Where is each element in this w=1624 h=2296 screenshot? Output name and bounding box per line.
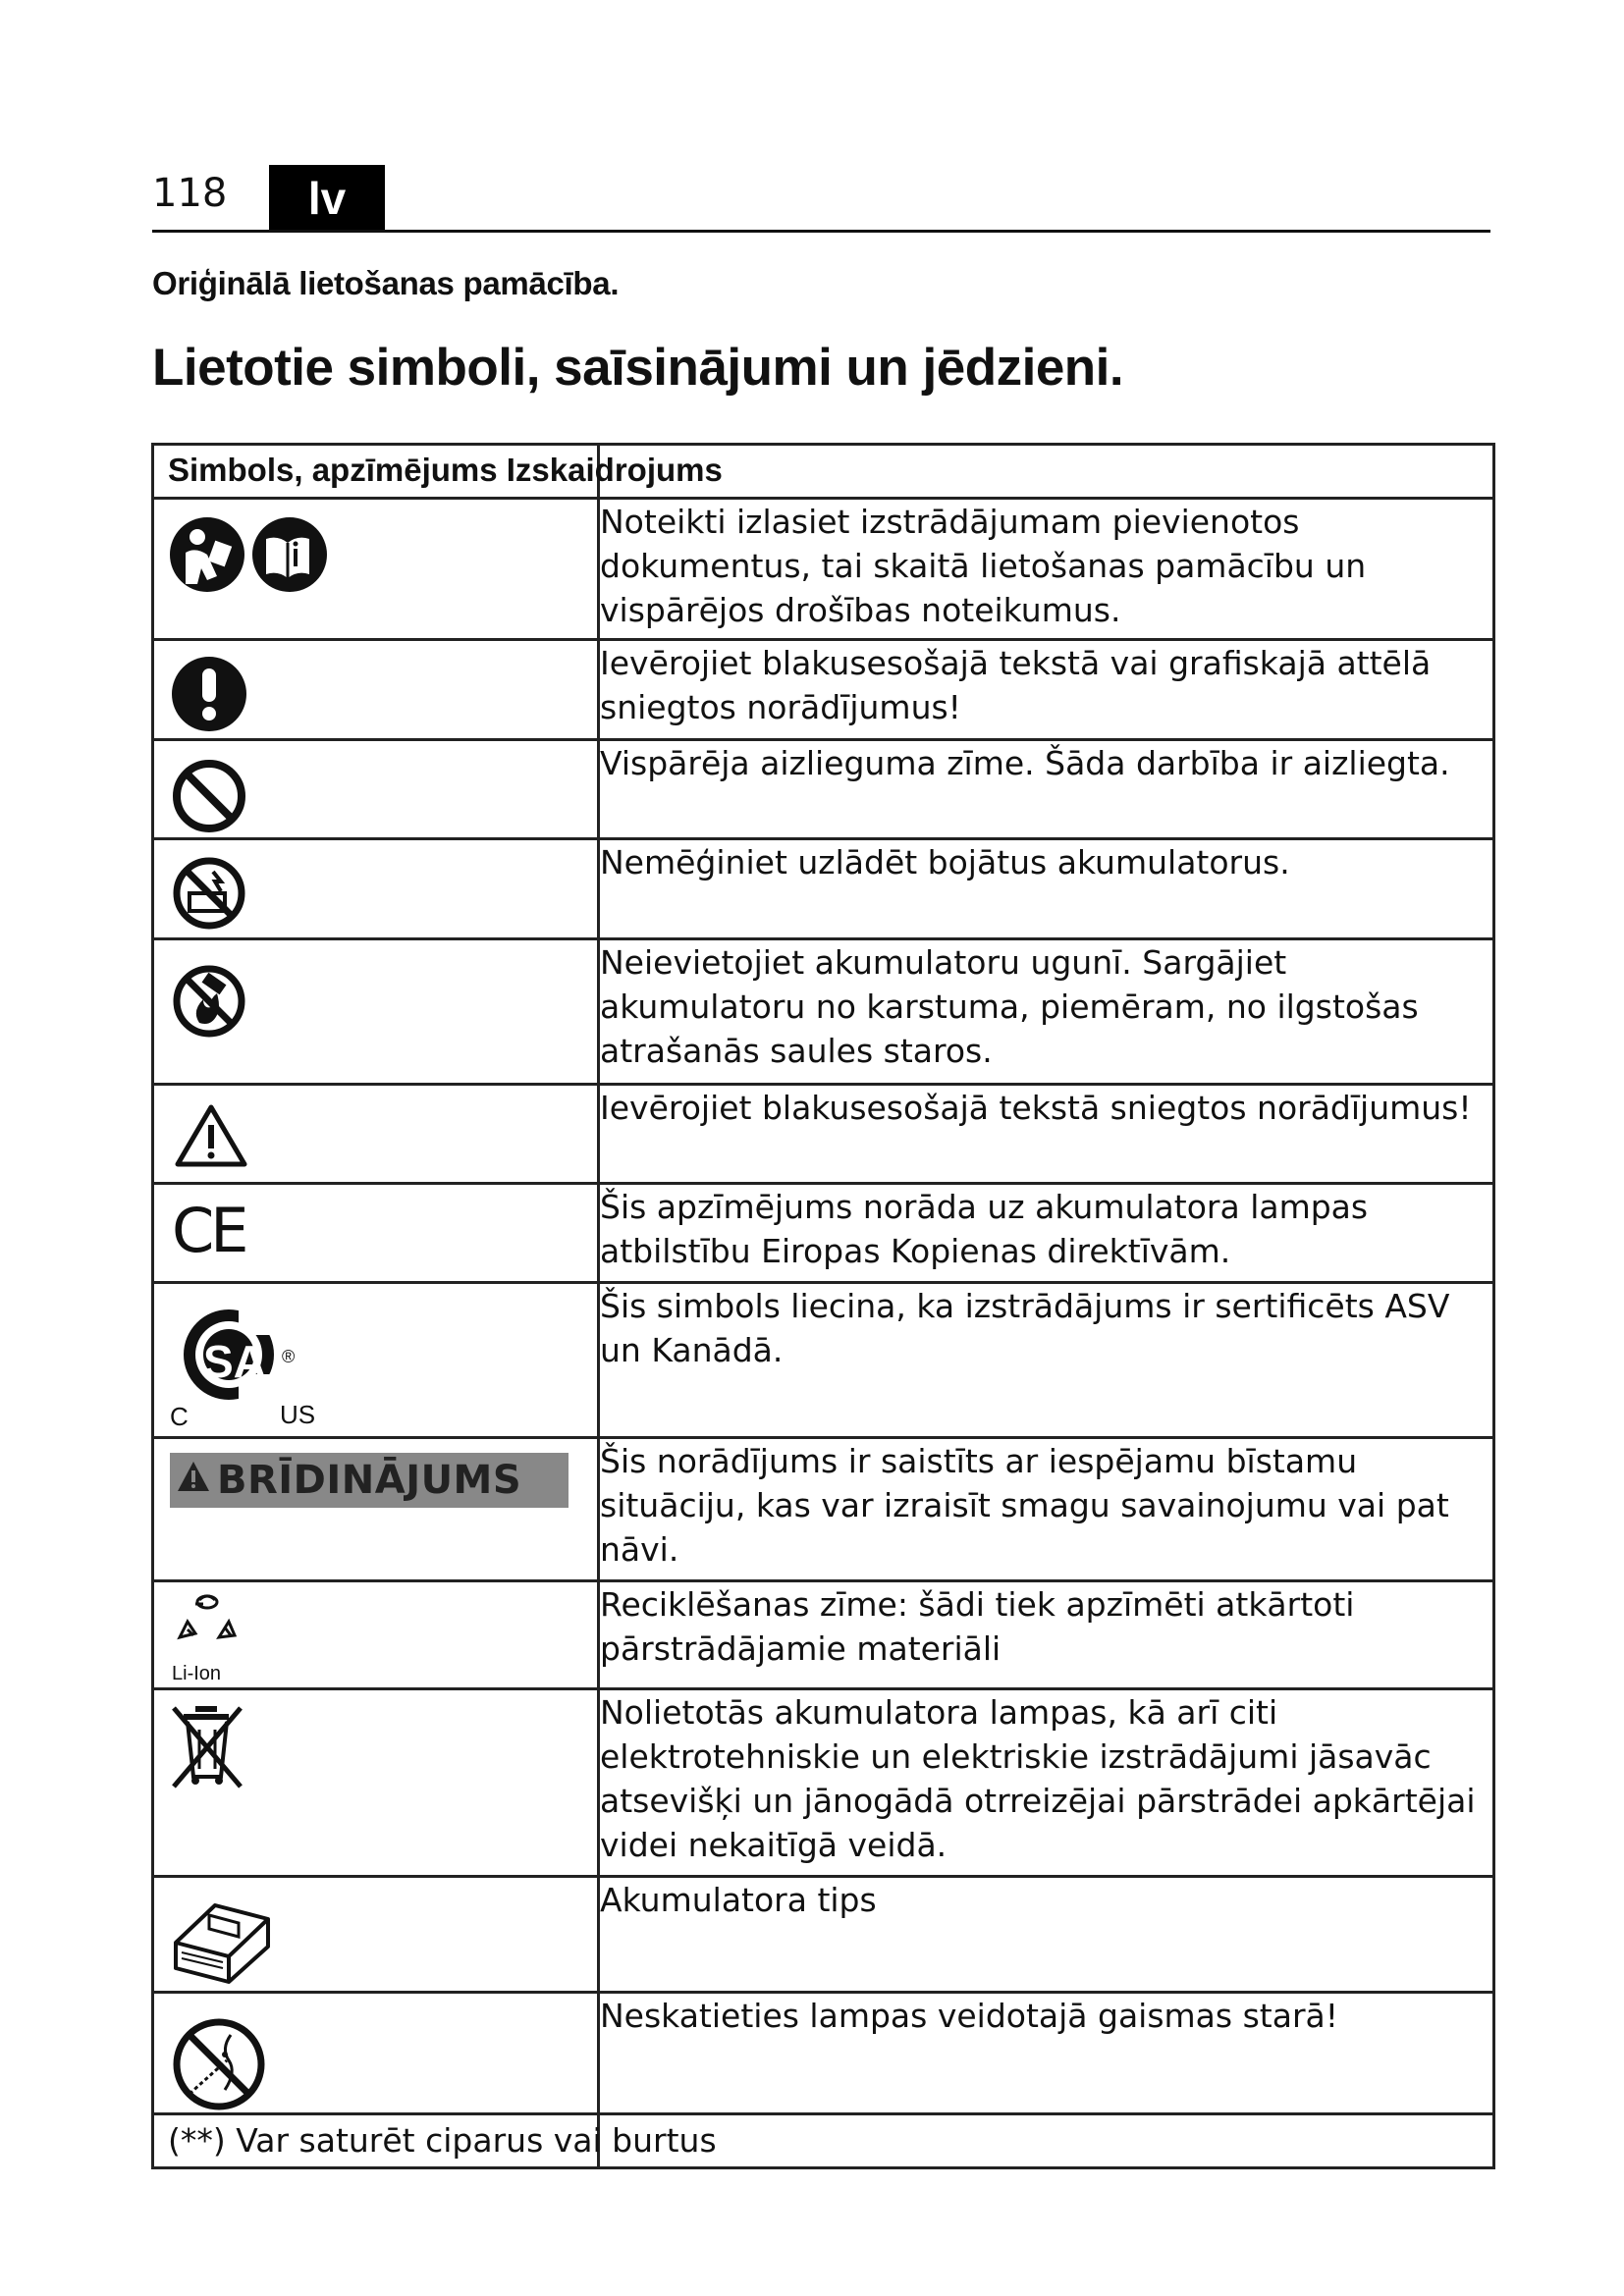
description-cell: Ievērojiet blakusesošajā tekstā vai grafiskajā attēlā sniegtos norādījumus! — [599, 640, 1494, 740]
table-row — [153, 1877, 1494, 1993]
table-header-row — [153, 445, 1494, 499]
table-row — [153, 499, 1494, 640]
symbol-cell — [153, 939, 599, 1085]
description-cell: Šis simbols liecina, ka izstrādājums ir sertificēts ASV un Kanādā. — [599, 1283, 1494, 1438]
ce-mark-icon: CE — [172, 1195, 245, 1266]
description-cell: Vispārēja aizlieguma zīme. Šāda darbība ir aizliegta. — [599, 740, 1494, 839]
table-row — [153, 640, 1494, 740]
description-cell: Šis norādījums ir saistīts ar iespējamu bīstamu situāciju, kas var izraisīt smagu savainojumu vai pat nāvi. — [599, 1438, 1494, 1581]
no-stare-light-icon — [170, 2015, 268, 2113]
csa-us-label: US — [280, 1400, 316, 1429]
warning-badge-label: BRĪDINĀJUMS — [217, 1458, 522, 1503]
csa-center-label: SA — [203, 1336, 266, 1387]
table-row — [153, 1184, 1494, 1283]
symbol-cell — [153, 1184, 599, 1283]
warning-badge-icon — [170, 1453, 568, 1508]
csa-c-label: C — [170, 1402, 189, 1431]
description-cell: Ievērojiet blakusesošajā tekstā sniegtos norādījumus! — [599, 1085, 1494, 1184]
description-cell: Neskatieties lampas veidotajā gaismas starā! — [599, 1993, 1494, 2114]
symbol-cell — [153, 1283, 599, 1438]
symbol-cell — [153, 1877, 599, 1993]
description-cell: Nolietotās akumulatora lampas, kā arī citi elektrotehniskie un elektriskie izstrādājumi jāsavāc atsevišķi un jānogādā otrreizējai pārstrādei apkārtējai videi nekaitīgā veidā. — [599, 1689, 1494, 1877]
symbol-cell — [153, 1993, 599, 2114]
prohibition-icon — [170, 757, 248, 835]
description-cell: Akumulatora tips — [599, 1877, 1494, 1993]
document-subtitle: Oriģinālā lietošanas pamācība. — [152, 265, 620, 301]
read-manual-icon — [168, 513, 341, 596]
language-tab: lv — [269, 165, 385, 231]
table-row — [153, 740, 1494, 839]
page-title: Lietotie simboli, saīsinājumi un jēdzieni. — [152, 339, 1124, 397]
symbols-table-wrapper — [151, 443, 1492, 2169]
table-row — [153, 839, 1494, 939]
table-row — [153, 1283, 1494, 1438]
symbol-cell — [153, 640, 599, 740]
warning-triangle-icon — [172, 1101, 250, 1170]
footnote-text: (**) Var saturēt ciparus vai burtus — [168, 2121, 717, 2160]
footnote-row — [153, 2114, 1494, 2168]
symbol-cell — [153, 1689, 599, 1877]
warning-badge-triangle-icon — [176, 1458, 211, 1503]
page-number: 118 — [152, 171, 228, 216]
crossed-bin-icon — [168, 1702, 246, 1789]
symbol-cell — [153, 499, 599, 640]
symbol-cell — [153, 1438, 599, 1581]
symbol-cell — [153, 740, 599, 839]
description-cell: Noteikti izlasiet izstrādājumam pievienotos dokumentus, tai skaitā lietošanas pamācību un vispārējos drošības noteikumus. — [599, 499, 1494, 640]
table-row — [153, 939, 1494, 1085]
table-header-description-cell — [599, 445, 1494, 499]
table-row — [153, 1438, 1494, 1581]
symbols-table — [151, 443, 1495, 2169]
table-row — [153, 1085, 1494, 1184]
table-row — [153, 1581, 1494, 1689]
csa-registered-label: ® — [282, 1347, 296, 1366]
symbol-cell — [153, 839, 599, 939]
description-cell: Reciklēšanas zīme: šādi tiek apzīmēti atkārtoti pārstrādājamie materiāli — [599, 1581, 1494, 1689]
table-header-text: Simbols, apzīmējums Izskaidrojums — [168, 452, 723, 488]
symbol-cell — [153, 1581, 599, 1689]
footnote-cell — [153, 2114, 717, 2168]
battery-pack-icon — [170, 1892, 278, 1986]
recycling-li-ion-icon — [174, 1590, 243, 1665]
li-ion-label: Li-Ion — [172, 1663, 222, 1684]
table-row — [153, 1689, 1494, 1877]
table-row — [153, 1993, 1494, 2114]
header-rule — [152, 230, 1490, 233]
symbol-cell — [153, 1085, 599, 1184]
no-charge-damaged-battery-icon — [170, 854, 248, 933]
description-cell: Nemēģiniet uzlādēt bojātus akumulatorus. — [599, 839, 1494, 939]
footnote-right-cell — [599, 2114, 1494, 2168]
description-cell: Neievietojiet akumulatoru ugunī. Sargājiet akumulatoru no karstuma, piemēram, no ilgstošas atrašanās saules staros. — [599, 939, 1494, 1085]
table-header-symbol-cell — [153, 445, 723, 499]
description-cell: Šis apzīmējums norāda uz akumulatora lampas atbilstību Eiropas Kopienas direktīvām. — [599, 1184, 1494, 1283]
exclamation-icon — [170, 655, 248, 733]
no-fire-battery-icon — [170, 962, 248, 1041]
